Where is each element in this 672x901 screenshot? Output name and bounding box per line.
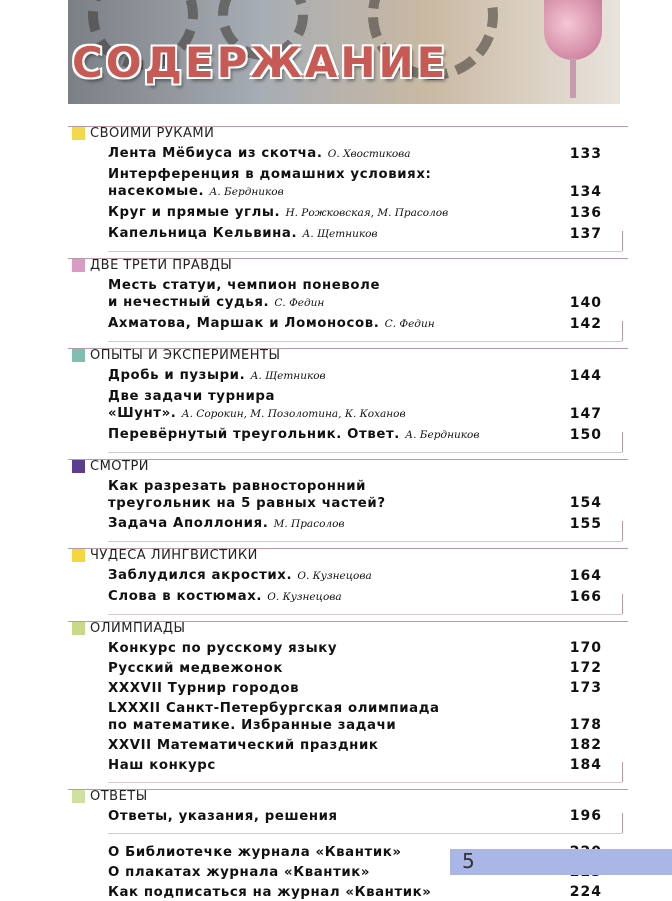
entry-title: Заблудился акростих. [108, 568, 293, 583]
section-title: ДВЕ ТРЕТИ ПРАВДЫ [90, 258, 233, 273]
section-bottom-rule [108, 608, 622, 615]
section-color-marker [72, 127, 85, 140]
entry-author: А. Щетников [250, 370, 326, 382]
entry-author: О. Кузнецова [267, 591, 342, 603]
section-header [68, 619, 628, 637]
toc-entry[interactable] [68, 204, 628, 222]
section-color-marker [72, 349, 85, 362]
toc-entry[interactable] [68, 515, 628, 533]
section-title: ОПЫТЫ И ЭКСПЕРИМЕНТЫ [90, 348, 281, 363]
entry-page: 184 [569, 757, 602, 773]
entry-title: Капельница Кельвина. [108, 226, 298, 241]
toc-entry[interactable] [68, 680, 628, 697]
toc-entry[interactable] [68, 225, 628, 243]
toc-entry[interactable] [68, 426, 628, 444]
section-header [68, 346, 628, 364]
toc-entry[interactable] [68, 166, 628, 201]
section-color-marker [72, 259, 85, 272]
section-header [68, 457, 628, 475]
page-title: СОДЕРЖАНИЕ [72, 38, 449, 87]
entry-page: 178 [569, 717, 602, 733]
entry-title: О плакатах журнала «Квантик» [108, 865, 371, 880]
entry-title: Две задачи турнира [108, 389, 276, 404]
entry-page: 170 [569, 640, 602, 656]
entry-title: треугольник на 5 равных частей? [108, 496, 386, 511]
entry-title: «Шунт». [108, 406, 177, 421]
entry-title: Как подписаться на журнал «Квантик» [108, 885, 432, 900]
page-number: 5 [462, 849, 475, 873]
toc-section [68, 787, 628, 834]
entry-author: М. Прасолов [273, 518, 345, 530]
toc-section [68, 124, 628, 252]
entry-title: Месть статуи, чемпион поневоле [108, 278, 381, 293]
entry-page: 147 [569, 406, 602, 422]
entry-title: Круг и прямые углы. [108, 205, 281, 220]
section-bottom-rule [108, 535, 622, 542]
section-title: ЧУДЕСА ЛИНГВИСТИКИ [90, 548, 258, 563]
section-title: ОЛИМПИАДЫ [90, 621, 186, 636]
entry-page: 150 [569, 427, 602, 443]
entry-title: Конкурс по русскому языку [108, 641, 338, 656]
toc-entry[interactable] [68, 660, 628, 677]
entry-title: XXXVII Турнир городов [108, 681, 300, 696]
entry-author: Н. Рожковская, М. Прасолов [285, 207, 449, 219]
page-number-bar [450, 849, 672, 875]
entry-page: 155 [569, 516, 602, 532]
entry-author: А. Щетников [302, 228, 378, 240]
toc-section [68, 256, 628, 342]
entry-title: насекомые. [108, 184, 205, 199]
section-color-marker [72, 460, 85, 473]
toc-entry[interactable] [68, 145, 628, 163]
toc-entry[interactable] [68, 588, 628, 606]
entry-title: и нечестный судья. [108, 295, 270, 310]
entry-title: Дробь и пузыри. [108, 368, 246, 383]
entry-page: 133 [569, 146, 602, 162]
entry-author: С. Федин [274, 297, 325, 309]
entry-title: Задача Аполлония. [108, 516, 269, 531]
glass-decoration [544, 0, 602, 60]
toc-entry[interactable] [68, 367, 628, 385]
section-bottom-rule [108, 827, 622, 834]
entry-author: А. Бердников [405, 429, 480, 441]
entry-author: О. Хвостикова [327, 148, 411, 160]
toc-entry[interactable] [68, 737, 628, 754]
entry-title: Наш конкурс [108, 758, 216, 773]
entry-page: 166 [569, 589, 602, 605]
entry-author: А. Бердников [209, 186, 284, 198]
toc-entry[interactable] [68, 388, 628, 423]
entry-title: Ответы, указания, решения [108, 809, 338, 824]
toc-entry[interactable] [68, 700, 628, 734]
entry-page: 134 [569, 184, 602, 200]
entry-page: 196 [569, 808, 602, 824]
toc-entry[interactable] [68, 277, 628, 312]
section-header [68, 124, 628, 142]
section-color-marker [72, 790, 85, 803]
section-bottom-rule [108, 335, 622, 342]
entry-title: XXVII Математический праздник [108, 738, 379, 753]
toc-section [68, 619, 628, 783]
section-title: СВОИМИ РУКАМИ [90, 126, 215, 141]
entry-title: О Библиотечке журнала «Квантик» [108, 845, 402, 860]
entry-title: Перевёрнутый треугольник. Ответ. [108, 427, 400, 442]
toc-entry[interactable] [68, 640, 628, 657]
entry-page: 173 [569, 680, 602, 696]
glass-stem-decoration [570, 58, 576, 98]
entry-page: 137 [569, 226, 602, 242]
entry-title: Лента Мёбиуса из скотча. [108, 146, 323, 161]
entry-title: по математике. Избранные задачи [108, 718, 397, 733]
entry-page: 140 [569, 295, 602, 311]
section-color-marker [72, 622, 85, 635]
entry-page: 142 [569, 316, 602, 332]
entry-title: Русский медвежонок [108, 661, 284, 676]
section-bottom-rule [108, 446, 622, 453]
toc-section [68, 346, 628, 453]
section-title: СМОТРИ [90, 459, 150, 474]
entry-page: 182 [569, 737, 602, 753]
toc-entry[interactable] [68, 884, 628, 901]
toc-entry[interactable] [68, 757, 628, 774]
section-bottom-rule [108, 245, 622, 252]
entry-page: 172 [569, 660, 602, 676]
toc-entry[interactable] [68, 478, 628, 512]
entry-page: 154 [569, 495, 602, 511]
entry-title: Слова в костюмах. [108, 589, 263, 604]
entry-title: Как разрезать равносторонний [108, 479, 367, 494]
entry-title: LXXXII Санкт-Петербургская олимпиада [108, 701, 440, 716]
section-color-marker [72, 549, 85, 562]
section-header [68, 787, 628, 805]
entry-page: 144 [569, 368, 602, 384]
toc-entry[interactable] [68, 315, 628, 333]
table-of-contents [68, 120, 628, 901]
section-rule [68, 789, 628, 790]
entry-page: 136 [569, 205, 602, 221]
entry-title: Ахматова, Маршак и Ломоносов. [108, 316, 380, 331]
entry-author: С. Федин [384, 318, 435, 330]
header-banner [68, 0, 620, 104]
toc-entry[interactable] [68, 567, 628, 585]
entry-author: О. Кузнецова [297, 570, 372, 582]
toc-section [68, 457, 628, 542]
entry-author: А. Сорокин, М. Позолотина, К. Коханов [181, 408, 406, 420]
toc-section [68, 546, 628, 615]
section-rule [68, 459, 628, 460]
toc-entry[interactable] [68, 808, 628, 825]
section-title: ОТВЕТЫ [90, 789, 148, 804]
entry-page: 224 [569, 884, 602, 900]
entry-page: 164 [569, 568, 602, 584]
entry-title: Интерференция в домашних условиях: [108, 167, 432, 182]
section-header [68, 256, 628, 274]
section-header [68, 546, 628, 564]
section-bottom-rule [108, 776, 622, 783]
